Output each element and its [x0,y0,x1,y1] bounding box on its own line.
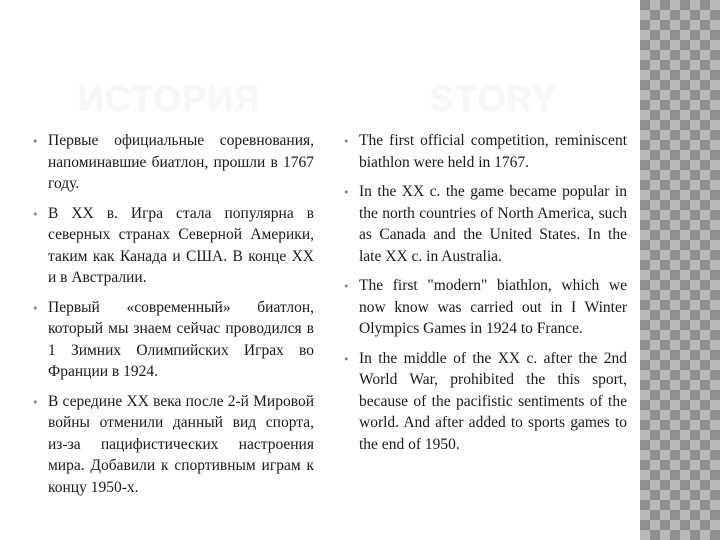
decorative-diamond-pattern [640,0,720,540]
list-item [30,203,314,289]
list-item [341,348,627,456]
bullet-icon: • [32,301,39,315]
list-item-text: The first "modern" biathlon, which we now know was carried out in I Winter Olympics Games in 1924 to France. [359,277,627,337]
list-item [30,130,314,195]
bullet-icon: • [343,186,350,199]
list-item-text: In the middle of the XX c. after the 2nd World War, prohibited the this sport, because of the pacifistic sentiments of the world. And after added to sports games to the end of 1950. [359,349,627,453]
list-item-text: The first official competition, reminiscent biathlon were held in 1767. [359,132,627,171]
title-english: STORY [430,78,558,119]
list-item [341,181,627,267]
bullet-icon: • [343,352,350,366]
list-item-text: В середине XX века после 2-й Мировой войны отменили данный вид спорта, из-за пацифистических настроения мира. Добавили к спортивным играм к концу 1950-х. [48,392,314,496]
list-item [341,275,627,340]
russian-bullet-list [30,130,314,498]
bullet-icon: • [32,135,39,148]
list-item-text: В XX в. Игра стала популярна в северных странах Северной Америки, таким как Канада и США. В конце XX и в Австралии. [48,204,314,286]
list-item [30,297,314,383]
bullet-icon: • [343,280,350,293]
bullet-icon: • [32,395,39,409]
title-russian: ИСТОРИЯ [78,78,261,119]
list-item-text: Первый «современный» биатлон, который мы знаем сейчас проводился в 1 Зимних Олимпийских Играх во Франции в 1924. [48,298,314,380]
list-item [341,130,627,173]
list-item [30,391,314,499]
bullet-icon: • [32,207,39,221]
list-item-text: In the XX c. the game became popular in the north countries of North America, such as Canada and the United States. In the late XX c. in Australia. [359,183,627,265]
english-bullet-list [341,130,627,455]
russian-text-column [30,130,314,506]
bullet-icon: • [343,135,350,148]
list-item-text: Первые официальные соревнования, напоминавшие биатлон, прошли в 1767 году. [48,132,314,192]
english-text-column [341,130,627,463]
